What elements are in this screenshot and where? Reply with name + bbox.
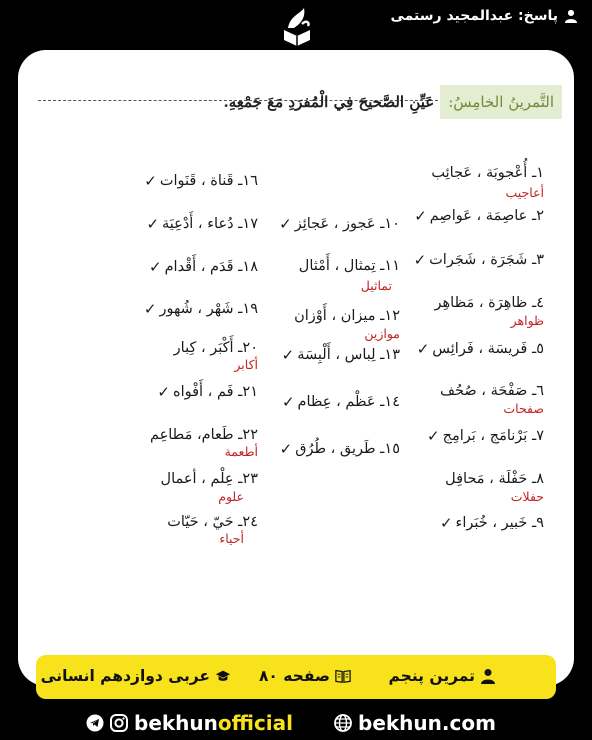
user-icon [564, 9, 578, 23]
answerer-credit [390, 8, 578, 24]
footer-book [41, 667, 231, 685]
check-mark-icon: ✓ [144, 172, 157, 190]
book-open-icon [335, 668, 351, 684]
check-mark-icon: ✓ [414, 207, 427, 225]
exercise-item-text: ٢٣ـ عِلْم ، أعمال [160, 471, 258, 487]
footer-bar [36, 655, 556, 699]
exercise-item [435, 295, 544, 311]
telegram-icon[interactable] [86, 714, 104, 732]
check-mark-icon: ✓ [143, 300, 157, 318]
website-link[interactable] [334, 711, 496, 735]
exercise-item [431, 165, 544, 181]
check-mark-icon: ✓ [416, 340, 430, 358]
footer-book-label: عربی دوازدهم انسانی [40, 667, 210, 685]
exercise-item [279, 215, 400, 233]
globe-icon [334, 714, 352, 732]
check-mark-icon: ✓ [279, 440, 293, 458]
exercise-item-text: ١٦ـ قَناة ، قَنَوات [159, 173, 258, 189]
check-mark-icon: ✓ [413, 251, 427, 269]
exercise-item [427, 427, 544, 445]
exercise-item-text: ١١ـ تِمثال ، أَمْثال [298, 258, 400, 274]
exercise-item [149, 258, 258, 276]
exercise-item-text: ٢١ـ فَم ، أَفْواه [173, 384, 258, 400]
exercise-item-text: ٧ـ بَرْنامَج ، بَرامِج [442, 428, 544, 444]
footer-exercise-label: تمرین پنجم [388, 667, 475, 685]
handle-accent: official [217, 711, 294, 735]
exercise-item-text: ١ـ أُعْجوبَة ، عَجائِب [431, 165, 544, 181]
handle-main: bekhun [134, 711, 218, 735]
check-mark-icon: ✓ [148, 258, 162, 276]
correct-plural-answer: صفحات [503, 401, 544, 416]
exercise-item [414, 251, 544, 269]
exercise-item [144, 300, 258, 318]
exercise-item [146, 215, 258, 233]
exercise-item [282, 346, 400, 364]
footer-page-label: صفحه ۸۰ [258, 667, 330, 685]
user-icon [480, 668, 496, 684]
exercise-item [161, 471, 258, 487]
exercise-item-text: ٢ـ عاصِمَة ، عَواصِم [429, 208, 544, 224]
bekhun-logo-icon [276, 4, 318, 48]
exercise-item-text: ١٠ـ عَجوز ، عَجائِز [294, 216, 400, 232]
exercise-item-text: ٦ـ صَفْحَة ، صُحُف [439, 383, 544, 399]
bottom-bar [0, 704, 592, 740]
footer-page [259, 667, 351, 685]
correct-plural-answer: أطعمة [224, 444, 258, 459]
worksheet [18, 50, 574, 686]
exercise-item-text: ٢٠ـ أَكْبَر ، كِبار [173, 340, 258, 356]
correct-plural-answer: موازين [364, 326, 400, 341]
exercise-item [174, 340, 258, 356]
exercise-item [299, 258, 400, 274]
top-bar [0, 0, 592, 36]
footer-exercise [389, 667, 497, 685]
exercise-instruction: عَيِّنِ الصَّحيحَ فِي الْمُفرَدِ مَعَ جَمْعِهِ. [223, 93, 435, 111]
correct-plural-answer: حفلات [510, 489, 544, 504]
exercise-item-text: ١٣ـ لِباس ، أَلْبِسَة [297, 347, 400, 363]
check-mark-icon: ✓ [427, 427, 440, 445]
correct-plural-answer: ظواهر [510, 313, 544, 328]
exercise-item-text: ٢٤ـ حَيّ ، حَيّات [167, 514, 258, 530]
social-handle[interactable] [86, 711, 293, 735]
exercise-item-text: ١٧ـ دُعاء ، أَدْعِيَة [162, 216, 258, 232]
website-text: bekhun.com [358, 711, 496, 735]
exercise-item-text: ١٢ـ ميزان ، أَوْزان [294, 308, 400, 324]
exercise-item-text: ٩ـ خَبير ، خُبَراء [455, 515, 544, 531]
exercise-title [223, 82, 562, 122]
exercise-item [445, 471, 544, 487]
exercise-item-text: ١٥ـ طَريق ، طُرُق [295, 441, 400, 457]
check-mark-icon: ✓ [439, 514, 453, 532]
exercise-item-text: ٨ـ حَفْلَة ، مَحافِل [445, 471, 544, 487]
exercise-item [440, 514, 544, 532]
instagram-icon[interactable] [110, 714, 128, 732]
exercise-item [280, 440, 400, 458]
exercise-item-text: ٣ـ شَجَرَة ، شَجَرات [429, 252, 544, 268]
exercise-item-text: ٢٢ـ طَعام، مَطاعِم [149, 427, 258, 443]
exercise-item-text: ١٤ـ عَظْم ، عِظام [297, 394, 400, 410]
graduation-cap-icon [215, 668, 231, 684]
exercise-item-text: ٥ـ فَريسَة ، فَرائِس [432, 341, 544, 357]
check-mark-icon: ✓ [281, 346, 295, 364]
exercise-item-text: ٤ـ ظاهِرَة ، مَظاهِر [434, 295, 544, 311]
exercise-item [417, 340, 544, 358]
correct-plural-answer: أعاجيب [505, 185, 544, 200]
answerer-label: پاسخ: عبدالمجید رستمی [390, 8, 558, 24]
exercise-label: التَّمرينُ الخامِسُ: [440, 85, 562, 119]
exercise-item-text: ١٨ـ قَدَم ، أَقْدام [164, 259, 258, 275]
correct-plural-answer: أكابر [234, 357, 258, 372]
exercise-item [282, 393, 400, 411]
exercise-item [414, 207, 544, 225]
check-mark-icon: ✓ [146, 215, 160, 233]
check-mark-icon: ✓ [157, 383, 170, 401]
correct-plural-answer: أحياء [219, 531, 244, 546]
check-mark-icon: ✓ [281, 393, 295, 411]
exercise-item [167, 514, 258, 530]
exercise-item [157, 383, 258, 401]
correct-plural-answer: تماثيل [360, 278, 392, 293]
exercise-item [294, 308, 400, 324]
exercise-item [440, 383, 544, 399]
exercise-item [150, 427, 258, 443]
exercise-item [144, 172, 258, 190]
check-mark-icon: ✓ [279, 215, 292, 233]
exercise-item-text: ١٩ـ شَهْر ، شُهور [159, 301, 258, 317]
correct-plural-answer: علوم [218, 489, 244, 504]
